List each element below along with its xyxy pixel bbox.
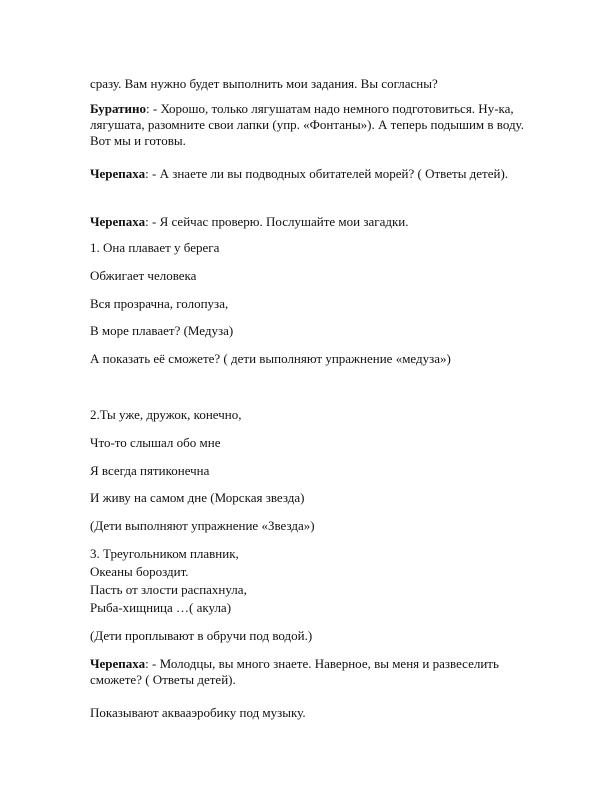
riddle-line: (Дети выполняют упражнение «Звезда»)	[90, 518, 315, 533]
paragraph: сразу. Вам нужно будет выполнить мои задания. Вы согласны?	[90, 76, 438, 91]
speaker-name: Буратино	[90, 101, 147, 116]
riddle-line: Пасть от злости распахнула,	[90, 582, 247, 597]
riddle-line: Что-то слышал обо мне	[90, 435, 221, 450]
speaker-name: Черепаха	[90, 166, 146, 181]
dialogue-text: : - Хорошо, только лягушатам надо немного подготовиться. Ну-ка, лягушата, разомните свои лапки (упр. «Фонтаны»). А теперь подышим в воду. Вот мы и готовы.	[90, 101, 525, 148]
dialogue-cherepakha	[90, 214, 530, 230]
riddle-line: И живу на самом дне (Морская звезда)	[90, 490, 305, 505]
dialogue-cherepakha	[90, 656, 530, 688]
dialogue-text: : - А знаете ли вы подводных обитателей морей? ( Ответы детей).	[145, 166, 509, 181]
paragraph: (Дети проплывают в обручи под водой.)	[90, 628, 313, 643]
riddle-line: Обжигает человека	[90, 268, 197, 283]
dialogue-text: : - Я сейчас проверю. Послушайте мои загадки.	[145, 214, 409, 229]
riddle-line: Океаны бороздит.	[90, 564, 189, 579]
riddle-line: 2.Ты уже, дружок, конечно,	[90, 407, 242, 422]
speaker-name: Черепаха	[90, 656, 146, 671]
riddle-line: Вся прозрачна, голопуза,	[90, 296, 229, 311]
riddle-line: В море плавает? (Медуза)	[90, 323, 234, 338]
speaker-name: Черепаха	[90, 214, 146, 229]
dialogue-cherepakha	[90, 166, 530, 182]
paragraph: Показывают аквааэробику под музыку.	[90, 705, 306, 720]
riddle-line: 3. Треугольником плавник,	[90, 546, 239, 561]
riddle-line: А показать её сможете? ( дети выполняют упражнение «медуза»)	[90, 351, 451, 366]
riddle-line: Рыба-хищница …( акула)	[90, 600, 232, 615]
riddle-line: Я всегда пятиконечна	[90, 463, 210, 478]
dialogue-buratino	[90, 101, 530, 149]
dialogue-text: : - Молодцы, вы много знаете. Наверное, вы меня и развеселить сможете? ( Ответы детей).	[90, 656, 499, 687]
riddle-line: 1. Она плавает у берега	[90, 240, 220, 255]
